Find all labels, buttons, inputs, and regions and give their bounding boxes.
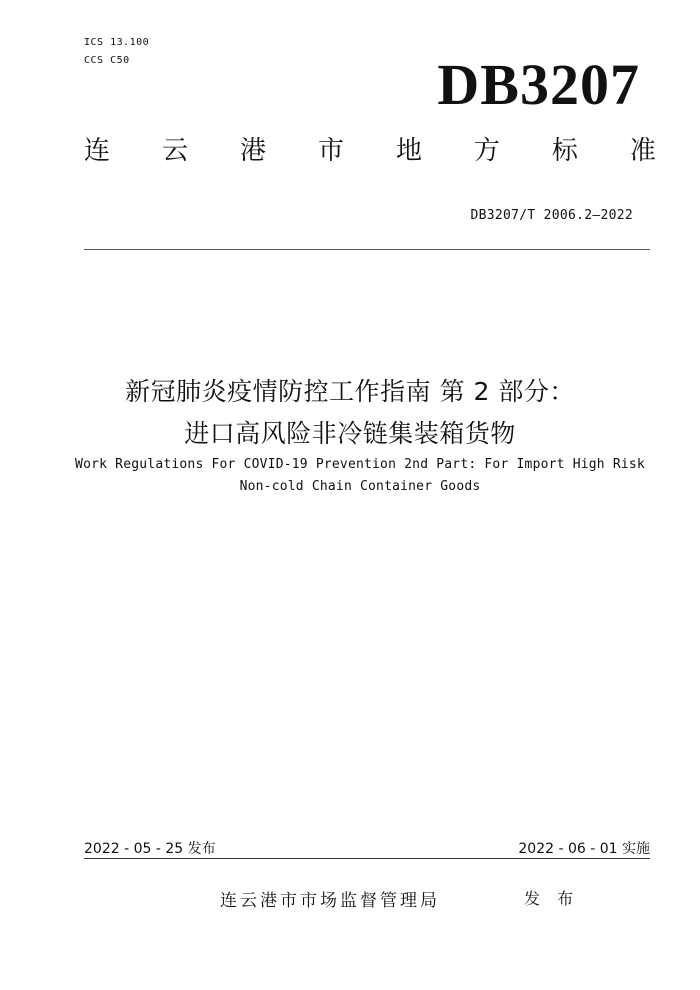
header-divider (84, 249, 650, 250)
standard-type-heading (84, 138, 656, 164)
standard-type-char: 港 (239, 136, 266, 166)
issue-date: 2022 - 05 - 25 发布 (84, 841, 216, 857)
document-number: DB3207/T 2006.2—2022 (470, 208, 633, 223)
standard-type-char: 云 (161, 136, 188, 166)
title-zh-line1: 新冠肺炎疫情防控工作指南 第 2 部分： (125, 377, 575, 406)
implementation-date: 2022 - 06 - 01 实施 (518, 841, 650, 857)
standard-type-char: 方 (473, 136, 500, 166)
publish-label: 发 布 (524, 889, 580, 908)
ics-code: ICS 13.100 (84, 37, 150, 48)
title-en-line2: Non-cold Chain Container Goods (239, 479, 481, 494)
standard-type-char: 标 (551, 136, 578, 166)
standard-type-char: 地 (395, 136, 422, 166)
publisher-name: 连云港市市场监督管理局 (220, 891, 440, 911)
standard-code-logo: DB3207 (437, 52, 640, 117)
standard-type-char: 准 (629, 136, 656, 166)
standard-type-char: 市 (317, 136, 344, 166)
title-zh-line2: 进口高风险非冷链集装箱货物 (184, 419, 516, 448)
ccs-code: CCS C50 (84, 55, 130, 66)
footer-divider (84, 858, 650, 859)
standard-type-char: 连 (84, 136, 111, 166)
title-en-line1: Work Regulations For COVID-19 Prevention 2nd Part: For Import High Risk (75, 457, 645, 472)
